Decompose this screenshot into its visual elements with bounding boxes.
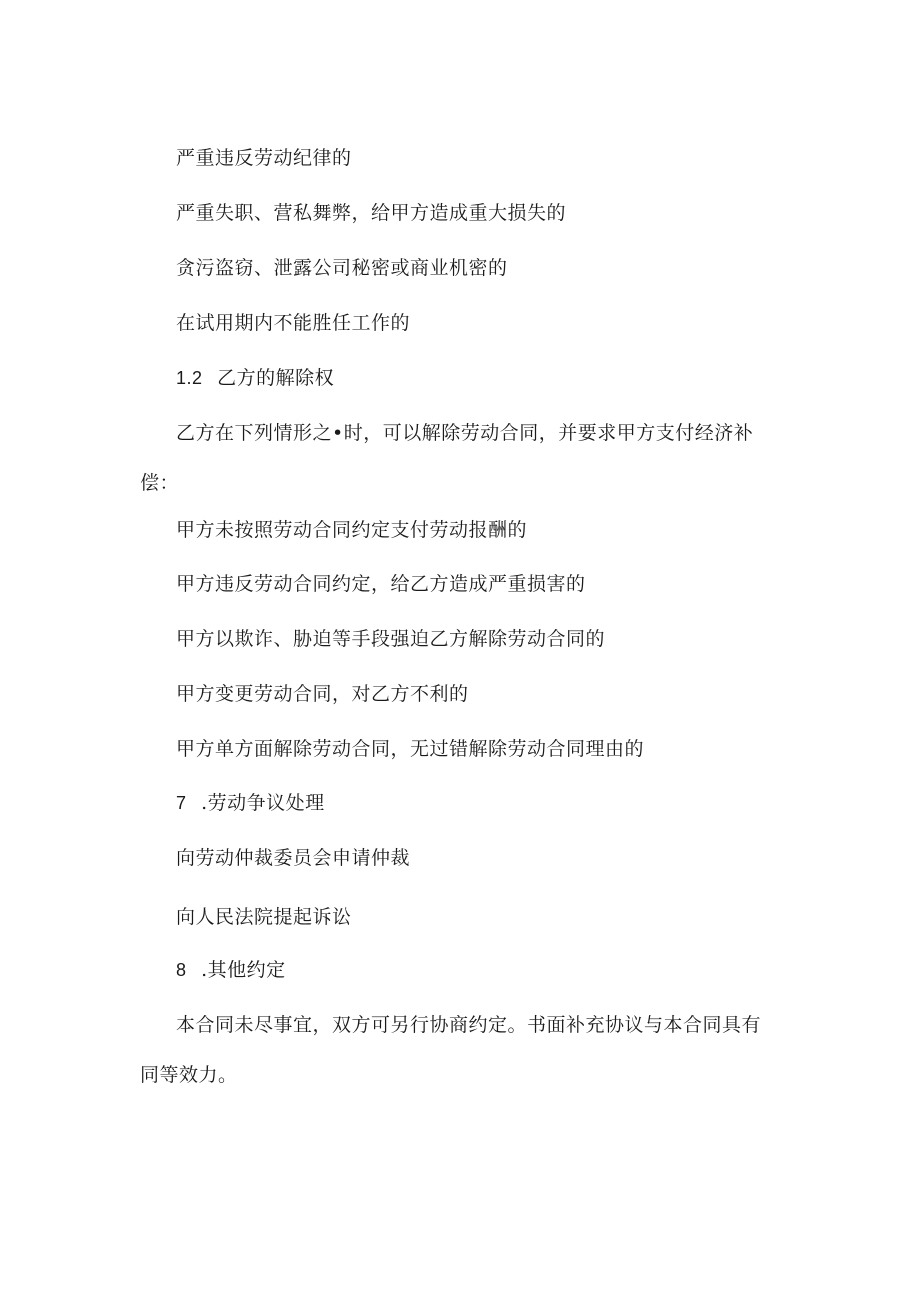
list-item: 严重失职、营私舞弊，给甲方造成重大损失的 bbox=[176, 202, 567, 224]
section-title: .劳动争议处理 bbox=[201, 792, 325, 814]
section-heading-8 bbox=[176, 957, 286, 983]
list-item: 甲方以欺诈、胁迫等手段强迫乙方解除劳动合同的 bbox=[176, 628, 606, 650]
section-number: 1.2 bbox=[176, 368, 203, 388]
list-item: 贪污盗窃、泄露公司秘密或商业机密的 bbox=[176, 257, 508, 279]
list-item: 甲方违反劳动合同约定，给乙方造成严重损害的 bbox=[176, 573, 586, 595]
paragraph-text: 本合同未尽事宜，双方可另行协商约定。书面补充协议与本合同具有同等效力。 bbox=[140, 1014, 762, 1086]
section-heading-7 bbox=[176, 790, 325, 816]
list-item: 向人民法院提起诉讼 bbox=[176, 906, 352, 928]
section-title: .其他约定 bbox=[201, 959, 286, 981]
section-number: 7 bbox=[176, 793, 187, 813]
list-item: 在试用期内不能胜任工作的 bbox=[176, 312, 411, 334]
section-number: 8 bbox=[176, 960, 187, 980]
list-item: 向劳动仲裁委员会申请仲裁 bbox=[176, 847, 411, 869]
paragraph-1-2 bbox=[140, 408, 780, 508]
section-title: 乙方的解除权 bbox=[217, 367, 335, 389]
paragraph-8 bbox=[140, 1000, 780, 1100]
list-item: 甲方变更劳动合同，对乙方不利的 bbox=[176, 683, 469, 705]
list-item: 严重违反劳动纪律的 bbox=[176, 147, 352, 169]
list-item: 甲方单方面解除劳动合同，无过错解除劳动合同理由的 bbox=[176, 738, 645, 760]
section-heading-1-2 bbox=[176, 365, 334, 391]
paragraph-text: 乙方在下列情形之•时，可以解除劳动合同，并要求甲方支付经济补偿： bbox=[140, 422, 754, 494]
list-item: 甲方未按照劳动合同约定支付劳动报酬的 bbox=[176, 519, 528, 541]
